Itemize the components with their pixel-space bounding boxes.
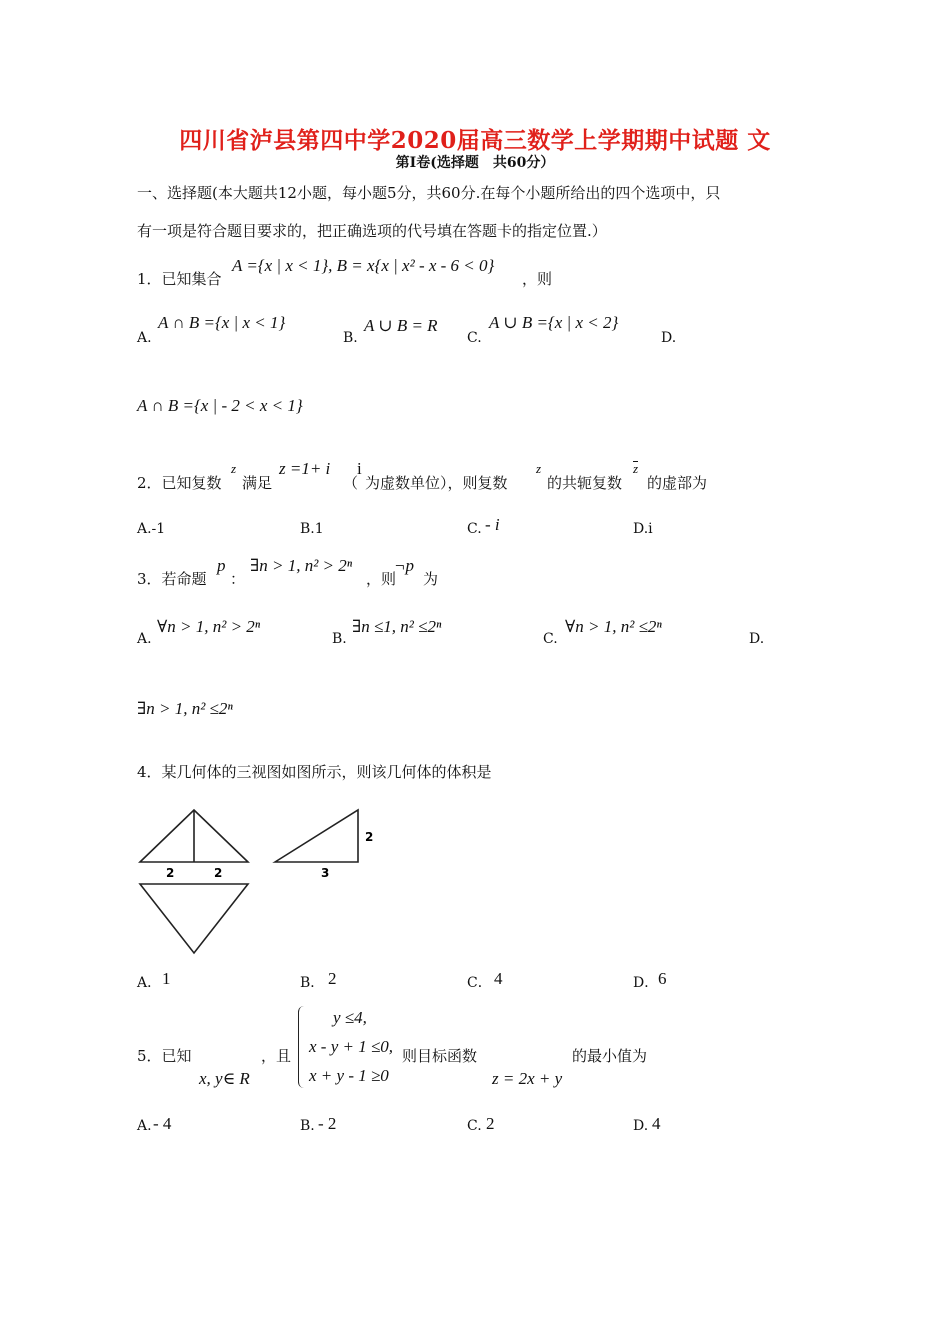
q1-option-d: A ∩ B ={x | - 2 < x < 1} [137,396,303,415]
q2-option-a: A.-1 [137,521,166,537]
q4-option-c: 4 [494,969,503,988]
q1-stem-prefix: 1．已知集合 [137,270,222,288]
q5-min-text: 的最小值为 [572,1047,648,1065]
q5-constraint-3: x + y - 1 ≥0 [309,1066,389,1085]
q1-option-c: A ∪ B ={x | x < 2} [489,313,619,332]
document-title: 四川省泸县第四中学2020届高三数学上学期期中试题 文 [179,127,771,154]
q3-stem-prefix: 3．若命题 [137,570,207,588]
q3-colon: ： [230,570,246,588]
q4-stem: 4．某几何体的三视图如图所示，则该几何体的体积是 [137,763,492,781]
q5-qie: ，且 [261,1047,292,1065]
q1-option-d-label: D. [661,330,677,346]
q1-option-c-label: C. [467,330,482,346]
instructions-line-2: 有一项是符合题目要求的，把正确选项的代号填在答题卡的指定位置.） [137,222,607,240]
q5-stem-prefix: 5．已知 [137,1047,192,1065]
section-subtitle: 第Ⅰ卷(选择题 共60分） [395,155,555,171]
q3-option-b-label: B. [332,631,347,647]
q1-option-b-label: B. [343,330,358,346]
q1-stem-suffix: ，则 [522,270,553,288]
q2-conj-text: 的共轭复数 [547,474,623,492]
q1-set-definition: A ={x | x < 1}, B = x{x | x² - x - 6 < 0} [232,256,495,275]
top-view-triangle [140,884,248,953]
q1-option-a: A ∩ B ={x | x < 1} [158,313,286,332]
q5-option-b-label: B. [300,1118,315,1134]
q3-option-d-label: D. [749,631,765,647]
q5-objective-function: z = 2x + y [492,1069,563,1088]
q3-then: ，则 [366,570,397,588]
q3-option-c-label: C. [543,631,558,647]
side-view-triangle [275,810,358,862]
q5-condition: x, y∈ R [199,1069,250,1088]
q4-option-d-label: D． [633,975,659,991]
q5-option-c-label: C. [467,1118,482,1134]
label-side-height: 2 [365,830,374,844]
q2-satisfy-text: 满足 [242,474,273,492]
q4-option-d: 6 [658,969,667,988]
q2-option-b: B.1 [300,521,324,537]
q3-proposition: ∃n > 1, n² > 2ⁿ [250,556,353,575]
q5-option-a-label: A. [137,1118,152,1134]
label-front-right: 2 [214,866,223,880]
q3-var-p: p [217,556,226,575]
q3-not-p: ¬p [394,556,414,575]
q5-option-a: - 4 [153,1114,172,1133]
q3-wei: 为 [423,570,439,588]
q2-var-z: z [231,461,237,476]
q1-option-a-label: A. [137,330,152,346]
q2-paren-open: （ [343,474,359,492]
constraint-brace [298,1006,307,1088]
q3-option-c: ∀n > 1, n² ≤2ⁿ [565,617,662,636]
q2-end-text: 的虚部为 [647,474,708,492]
q2-equation: z =1+ i [279,459,331,478]
q5-constraint-2: x - y + 1 ≤0, [309,1037,394,1056]
q4-option-b: 2 [328,969,337,988]
q3-option-d: ∃n > 1, n² ≤2ⁿ [137,699,233,718]
q2-conjugate-z: z [633,461,639,476]
q2-imag-unit: i [357,459,362,478]
q2-option-c-label: C. [467,521,482,537]
q3-option-b: ∃n ≤1, n² ≤2ⁿ [352,617,442,636]
q5-option-b: - 2 [318,1114,337,1133]
q5-option-d: 4 [652,1114,661,1133]
q4-option-a: 1 [162,969,171,988]
q4-option-b-label: B． [300,975,325,991]
q3-option-a-label: A. [137,631,152,647]
three-view-figure [130,800,390,960]
q5-option-c: 2 [486,1114,495,1133]
q2-stem-prefix: 2．已知复数 [137,474,222,492]
q2-option-d: D.i [633,521,653,537]
q4-option-a-label: A． [137,975,162,991]
label-side-base: 3 [321,866,330,880]
q1-option-b: A ∪ B = R [364,316,438,335]
q5-option-d-label: D. [633,1118,649,1134]
label-front-left: 2 [166,866,175,880]
q2-option-c: - i [485,515,500,534]
q2-var-z-2: z [536,461,542,476]
q5-objective-text: 则目标函数 [402,1047,478,1065]
instructions-line-1: 一、选择题(本大题共12小题，每小题5分，共60分.在每个小题所给出的四个选项中，只 [137,184,721,202]
q2-paren-text: 为虚数单位），则复数 [365,474,508,492]
q4-option-c-label: C． [467,975,492,991]
q5-constraint-1: y ≤4, [333,1008,367,1027]
q3-option-a: ∀n > 1, n² > 2ⁿ [157,617,261,636]
